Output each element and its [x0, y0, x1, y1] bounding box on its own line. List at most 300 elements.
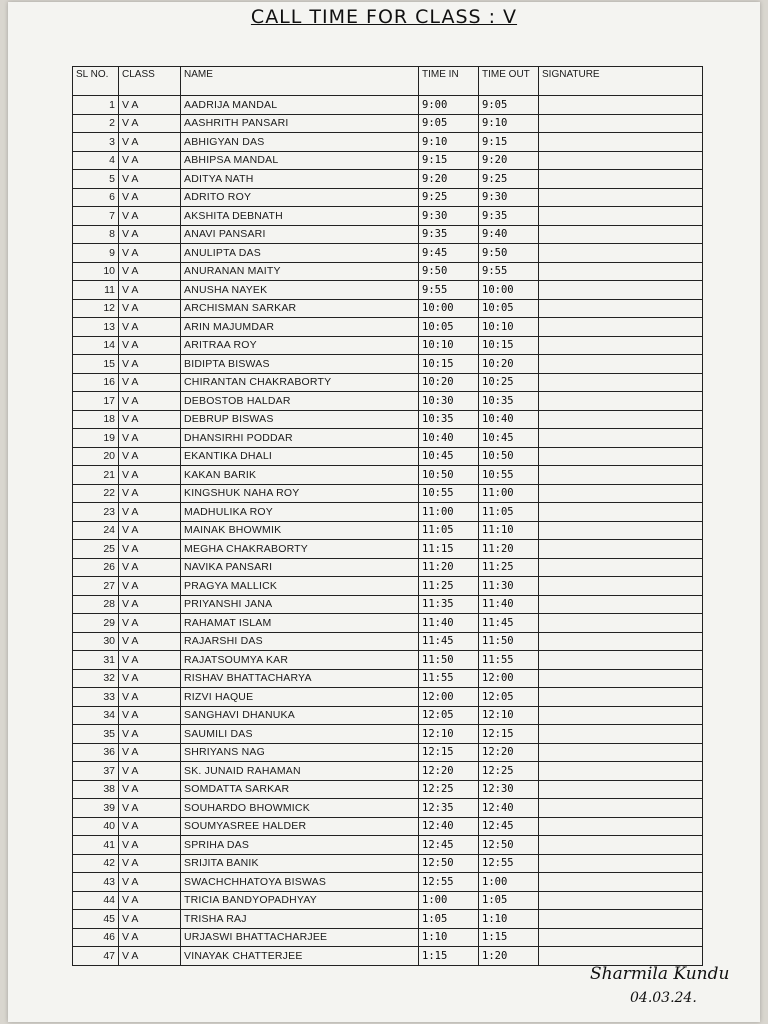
table-row — [73, 336, 703, 355]
cell-class: V A — [119, 725, 181, 744]
cell-sl-no: 31 — [73, 651, 119, 670]
cell-name: VINAYAK CHATTERJEE — [181, 947, 419, 966]
table-body — [73, 96, 703, 966]
cell-name: MEGHA CHAKRABORTY — [181, 540, 419, 559]
cell-time-out: 1:05 — [479, 891, 539, 910]
cell-name: RAHAMAT ISLAM — [181, 614, 419, 633]
cell-signature — [539, 170, 703, 189]
cell-sl-no: 17 — [73, 392, 119, 411]
column-header-sl: SL NO. — [73, 67, 119, 96]
cell-signature — [539, 392, 703, 411]
cell-time-in: 11:00 — [419, 503, 479, 522]
table-row — [73, 521, 703, 540]
cell-class: V A — [119, 688, 181, 707]
cell-time-in: 12:40 — [419, 817, 479, 836]
cell-time-out: 12:25 — [479, 762, 539, 781]
table-row — [73, 836, 703, 855]
cell-name: SOUHARDO BHOWMICK — [181, 799, 419, 818]
cell-class: V A — [119, 355, 181, 374]
cell-sl-no: 39 — [73, 799, 119, 818]
cell-time-out: 12:20 — [479, 743, 539, 762]
cell-name: KAKAN BARIK — [181, 466, 419, 485]
cell-signature — [539, 410, 703, 429]
cell-signature — [539, 225, 703, 244]
cell-time-in: 9:35 — [419, 225, 479, 244]
table-row — [73, 262, 703, 281]
cell-class: V A — [119, 762, 181, 781]
cell-name: SK. JUNAID RAHAMAN — [181, 762, 419, 781]
cell-sl-no: 28 — [73, 595, 119, 614]
cell-time-in: 10:15 — [419, 355, 479, 374]
cell-class: V A — [119, 262, 181, 281]
cell-time-out: 12:10 — [479, 706, 539, 725]
cell-time-in: 10:35 — [419, 410, 479, 429]
cell-signature — [539, 355, 703, 374]
cell-class: V A — [119, 595, 181, 614]
table-row — [73, 669, 703, 688]
page-title: CALL TIME FOR CLASS : V — [250, 6, 518, 28]
cell-time-in: 1:00 — [419, 891, 479, 910]
cell-name: CHIRANTAN CHAKRABORTY — [181, 373, 419, 392]
cell-time-out: 10:55 — [479, 466, 539, 485]
cell-sl-no: 43 — [73, 873, 119, 892]
table-row — [73, 207, 703, 226]
cell-signature — [539, 521, 703, 540]
cell-name: BIDIPTA BISWAS — [181, 355, 419, 374]
cell-time-out: 12:00 — [479, 669, 539, 688]
cell-signature — [539, 207, 703, 226]
cell-name: TRICIA BANDYOPADHYAY — [181, 891, 419, 910]
cell-class: V A — [119, 318, 181, 337]
signature-name: Sharmila Kundu — [590, 964, 730, 984]
cell-time-out: 9:30 — [479, 188, 539, 207]
table-row — [73, 910, 703, 929]
cell-class: V A — [119, 910, 181, 929]
cell-name: ANUSHA NAYEK — [181, 281, 419, 300]
cell-sl-no: 34 — [73, 706, 119, 725]
cell-class: V A — [119, 521, 181, 540]
cell-time-out: 9:40 — [479, 225, 539, 244]
cell-sl-no: 40 — [73, 817, 119, 836]
cell-name: ANULIPTA DAS — [181, 244, 419, 263]
cell-sl-no: 9 — [73, 244, 119, 263]
cell-time-in: 12:45 — [419, 836, 479, 855]
cell-time-out: 10:40 — [479, 410, 539, 429]
cell-class: V A — [119, 244, 181, 263]
cell-name: RIZVI HAQUE — [181, 688, 419, 707]
cell-signature — [539, 947, 703, 966]
cell-signature — [539, 799, 703, 818]
cell-time-out: 11:10 — [479, 521, 539, 540]
cell-sl-no: 44 — [73, 891, 119, 910]
cell-name: SPRIHA DAS — [181, 836, 419, 855]
cell-sl-no: 45 — [73, 910, 119, 929]
cell-time-in: 12:05 — [419, 706, 479, 725]
cell-name: SAUMILI DAS — [181, 725, 419, 744]
cell-time-in: 10:40 — [419, 429, 479, 448]
cell-time-in: 11:35 — [419, 595, 479, 614]
cell-time-out: 11:50 — [479, 632, 539, 651]
cell-name: EKANTIKA DHALI — [181, 447, 419, 466]
table-row — [73, 373, 703, 392]
cell-name: SRIJITA BANIK — [181, 854, 419, 873]
cell-name: ADRITO ROY — [181, 188, 419, 207]
cell-name: AKSHITA DEBNATH — [181, 207, 419, 226]
cell-name: ABHIGYAN DAS — [181, 133, 419, 152]
table-row — [73, 151, 703, 170]
cell-signature — [539, 447, 703, 466]
cell-class: V A — [119, 336, 181, 355]
table-row — [73, 651, 703, 670]
table-row — [73, 484, 703, 503]
signature-date: 04.03.24. — [630, 990, 697, 1006]
cell-class: V A — [119, 151, 181, 170]
cell-signature — [539, 688, 703, 707]
cell-time-in: 11:05 — [419, 521, 479, 540]
cell-time-in: 10:00 — [419, 299, 479, 318]
cell-signature — [539, 854, 703, 873]
cell-class: V A — [119, 836, 181, 855]
cell-signature — [539, 336, 703, 355]
cell-name: SOUMYASREE HALDER — [181, 817, 419, 836]
cell-signature — [539, 706, 703, 725]
cell-time-in: 1:05 — [419, 910, 479, 929]
cell-name: ABHIPSA MANDAL — [181, 151, 419, 170]
cell-time-out: 11:25 — [479, 558, 539, 577]
cell-name: ANAVI PANSARI — [181, 225, 419, 244]
table-row — [73, 688, 703, 707]
column-header-class: CLASS — [119, 67, 181, 96]
cell-sl-no: 13 — [73, 318, 119, 337]
cell-signature — [539, 114, 703, 133]
cell-time-in: 12:55 — [419, 873, 479, 892]
cell-time-in: 11:45 — [419, 632, 479, 651]
cell-class: V A — [119, 743, 181, 762]
cell-name: AASHRITH PANSARI — [181, 114, 419, 133]
cell-time-out: 12:15 — [479, 725, 539, 744]
cell-name: DEBRUP BISWAS — [181, 410, 419, 429]
cell-sl-no: 8 — [73, 225, 119, 244]
column-header-signature: SIGNATURE — [539, 67, 703, 96]
table-row — [73, 928, 703, 947]
cell-name: RAJATSOUMYA KAR — [181, 651, 419, 670]
cell-sl-no: 30 — [73, 632, 119, 651]
cell-class: V A — [119, 799, 181, 818]
cell-time-out: 10:05 — [479, 299, 539, 318]
cell-class: V A — [119, 928, 181, 947]
table-row — [73, 854, 703, 873]
table-row — [73, 281, 703, 300]
table-row — [73, 799, 703, 818]
cell-signature — [539, 558, 703, 577]
cell-signature — [539, 910, 703, 929]
table-row — [73, 318, 703, 337]
table-row — [73, 558, 703, 577]
cell-sl-no: 46 — [73, 928, 119, 947]
cell-sl-no: 22 — [73, 484, 119, 503]
cell-time-in: 9:15 — [419, 151, 479, 170]
cell-class: V A — [119, 780, 181, 799]
cell-time-in: 10:30 — [419, 392, 479, 411]
cell-class: V A — [119, 114, 181, 133]
table-row — [73, 299, 703, 318]
cell-class: V A — [119, 299, 181, 318]
cell-signature — [539, 484, 703, 503]
cell-sl-no: 2 — [73, 114, 119, 133]
cell-signature — [539, 632, 703, 651]
table-row — [73, 133, 703, 152]
cell-name: NAVIKA PANSARI — [181, 558, 419, 577]
table-row — [73, 780, 703, 799]
table-row — [73, 447, 703, 466]
cell-sl-no: 32 — [73, 669, 119, 688]
cell-time-out: 10:15 — [479, 336, 539, 355]
table-row — [73, 595, 703, 614]
table-row — [73, 392, 703, 411]
cell-sl-no: 26 — [73, 558, 119, 577]
cell-name: MAINAK BHOWMIK — [181, 521, 419, 540]
cell-time-in: 10:45 — [419, 447, 479, 466]
cell-signature — [539, 743, 703, 762]
cell-class: V A — [119, 947, 181, 966]
cell-name: ARIN MAJUMDAR — [181, 318, 419, 337]
cell-time-in: 10:55 — [419, 484, 479, 503]
cell-time-out: 11:00 — [479, 484, 539, 503]
cell-time-in: 10:05 — [419, 318, 479, 337]
cell-sl-no: 27 — [73, 577, 119, 596]
cell-signature — [539, 725, 703, 744]
cell-time-in: 12:35 — [419, 799, 479, 818]
cell-time-in: 11:20 — [419, 558, 479, 577]
cell-name: ARITRAA ROY — [181, 336, 419, 355]
table-row — [73, 114, 703, 133]
table-row — [73, 429, 703, 448]
cell-time-in: 11:40 — [419, 614, 479, 633]
cell-signature — [539, 503, 703, 522]
cell-time-in: 1:15 — [419, 947, 479, 966]
cell-sl-no: 14 — [73, 336, 119, 355]
cell-sl-no: 47 — [73, 947, 119, 966]
cell-class: V A — [119, 669, 181, 688]
table-row — [73, 170, 703, 189]
cell-class: V A — [119, 854, 181, 873]
cell-class: V A — [119, 447, 181, 466]
table-row — [73, 410, 703, 429]
cell-time-in: 9:50 — [419, 262, 479, 281]
column-header-name: NAME — [181, 67, 419, 96]
cell-time-in: 12:15 — [419, 743, 479, 762]
cell-time-in: 12:00 — [419, 688, 479, 707]
cell-sl-no: 16 — [73, 373, 119, 392]
cell-time-out: 9:35 — [479, 207, 539, 226]
cell-time-out: 10:25 — [479, 373, 539, 392]
cell-class: V A — [119, 484, 181, 503]
cell-signature — [539, 817, 703, 836]
cell-name: RAJARSHI DAS — [181, 632, 419, 651]
cell-time-in: 10:50 — [419, 466, 479, 485]
cell-signature — [539, 188, 703, 207]
cell-time-out: 10:20 — [479, 355, 539, 374]
cell-time-out: 12:30 — [479, 780, 539, 799]
cell-time-in: 10:20 — [419, 373, 479, 392]
cell-class: V A — [119, 188, 181, 207]
cell-time-in: 12:25 — [419, 780, 479, 799]
cell-time-in: 11:50 — [419, 651, 479, 670]
cell-sl-no: 5 — [73, 170, 119, 189]
cell-sl-no: 37 — [73, 762, 119, 781]
cell-time-out: 10:10 — [479, 318, 539, 337]
cell-signature — [539, 873, 703, 892]
cell-class: V A — [119, 817, 181, 836]
cell-class: V A — [119, 503, 181, 522]
cell-class: V A — [119, 281, 181, 300]
cell-signature — [539, 762, 703, 781]
call-time-table — [72, 66, 703, 966]
cell-time-in: 11:25 — [419, 577, 479, 596]
table-row — [73, 706, 703, 725]
cell-sl-no: 25 — [73, 540, 119, 559]
table-header-row — [73, 67, 703, 96]
cell-name: URJASWI BHATTACHARJEE — [181, 928, 419, 947]
cell-name: PRAGYA MALLICK — [181, 577, 419, 596]
cell-time-out: 12:50 — [479, 836, 539, 855]
cell-sl-no: 23 — [73, 503, 119, 522]
cell-sl-no: 1 — [73, 96, 119, 115]
cell-name: SOMDATTA SARKAR — [181, 780, 419, 799]
cell-signature — [539, 466, 703, 485]
cell-time-out: 1:20 — [479, 947, 539, 966]
cell-sl-no: 7 — [73, 207, 119, 226]
cell-class: V A — [119, 225, 181, 244]
cell-class: V A — [119, 891, 181, 910]
cell-sl-no: 4 — [73, 151, 119, 170]
cell-name: RISHAV BHATTACHARYA — [181, 669, 419, 688]
paper-sheet — [8, 2, 760, 1022]
cell-time-in: 11:15 — [419, 540, 479, 559]
table-row — [73, 725, 703, 744]
cell-time-out: 1:00 — [479, 873, 539, 892]
cell-name: ADITYA NATH — [181, 170, 419, 189]
cell-signature — [539, 133, 703, 152]
cell-sl-no: 35 — [73, 725, 119, 744]
cell-class: V A — [119, 632, 181, 651]
cell-sl-no: 42 — [73, 854, 119, 873]
cell-signature — [539, 318, 703, 337]
cell-name: SHRIYANS NAG — [181, 743, 419, 762]
cell-time-out: 9:10 — [479, 114, 539, 133]
cell-time-in: 9:30 — [419, 207, 479, 226]
cell-time-out: 9:05 — [479, 96, 539, 115]
table-row — [73, 540, 703, 559]
cell-time-in: 11:55 — [419, 669, 479, 688]
cell-time-in: 9:55 — [419, 281, 479, 300]
cell-signature — [539, 281, 703, 300]
cell-time-in: 12:20 — [419, 762, 479, 781]
table-row — [73, 225, 703, 244]
cell-time-out: 11:20 — [479, 540, 539, 559]
cell-time-out: 10:35 — [479, 392, 539, 411]
table-row — [73, 762, 703, 781]
cell-signature — [539, 836, 703, 855]
cell-class: V A — [119, 373, 181, 392]
cell-name: AADRIJA MANDAL — [181, 96, 419, 115]
cell-signature — [539, 577, 703, 596]
table-row — [73, 873, 703, 892]
cell-sl-no: 6 — [73, 188, 119, 207]
cell-signature — [539, 891, 703, 910]
cell-name: DHANSIRHI PODDAR — [181, 429, 419, 448]
cell-signature — [539, 299, 703, 318]
cell-class: V A — [119, 96, 181, 115]
cell-sl-no: 10 — [73, 262, 119, 281]
cell-sl-no: 11 — [73, 281, 119, 300]
cell-signature — [539, 928, 703, 947]
cell-name: MADHULIKA ROY — [181, 503, 419, 522]
cell-time-in: 9:45 — [419, 244, 479, 263]
cell-sl-no: 38 — [73, 780, 119, 799]
table-row — [73, 96, 703, 115]
table-row — [73, 817, 703, 836]
cell-sl-no: 24 — [73, 521, 119, 540]
table-row — [73, 466, 703, 485]
cell-sl-no: 20 — [73, 447, 119, 466]
table-row — [73, 891, 703, 910]
cell-sl-no: 18 — [73, 410, 119, 429]
cell-signature — [539, 614, 703, 633]
cell-class: V A — [119, 873, 181, 892]
cell-signature — [539, 595, 703, 614]
cell-signature — [539, 429, 703, 448]
cell-time-out: 11:45 — [479, 614, 539, 633]
cell-time-out: 9:50 — [479, 244, 539, 263]
cell-class: V A — [119, 651, 181, 670]
table-row — [73, 947, 703, 966]
cell-class: V A — [119, 540, 181, 559]
cell-time-out: 12:45 — [479, 817, 539, 836]
cell-sl-no: 41 — [73, 836, 119, 855]
cell-sl-no: 33 — [73, 688, 119, 707]
cell-time-in: 10:10 — [419, 336, 479, 355]
cell-time-in: 9:10 — [419, 133, 479, 152]
cell-time-out: 9:55 — [479, 262, 539, 281]
cell-time-out: 10:45 — [479, 429, 539, 448]
cell-class: V A — [119, 466, 181, 485]
cell-signature — [539, 669, 703, 688]
cell-class: V A — [119, 170, 181, 189]
cell-time-in: 9:05 — [419, 114, 479, 133]
cell-class: V A — [119, 577, 181, 596]
cell-signature — [539, 651, 703, 670]
cell-time-in: 12:10 — [419, 725, 479, 744]
cell-sl-no: 19 — [73, 429, 119, 448]
cell-time-out: 10:50 — [479, 447, 539, 466]
cell-class: V A — [119, 207, 181, 226]
cell-class: V A — [119, 133, 181, 152]
cell-sl-no: 21 — [73, 466, 119, 485]
cell-time-out: 12:40 — [479, 799, 539, 818]
cell-time-in: 9:20 — [419, 170, 479, 189]
table-row — [73, 188, 703, 207]
cell-class: V A — [119, 429, 181, 448]
cell-name: KINGSHUK NAHA ROY — [181, 484, 419, 503]
table-row — [73, 632, 703, 651]
cell-time-out: 9:20 — [479, 151, 539, 170]
cell-time-in: 9:25 — [419, 188, 479, 207]
table-row — [73, 743, 703, 762]
cell-signature — [539, 96, 703, 115]
table-row — [73, 577, 703, 596]
cell-signature — [539, 262, 703, 281]
